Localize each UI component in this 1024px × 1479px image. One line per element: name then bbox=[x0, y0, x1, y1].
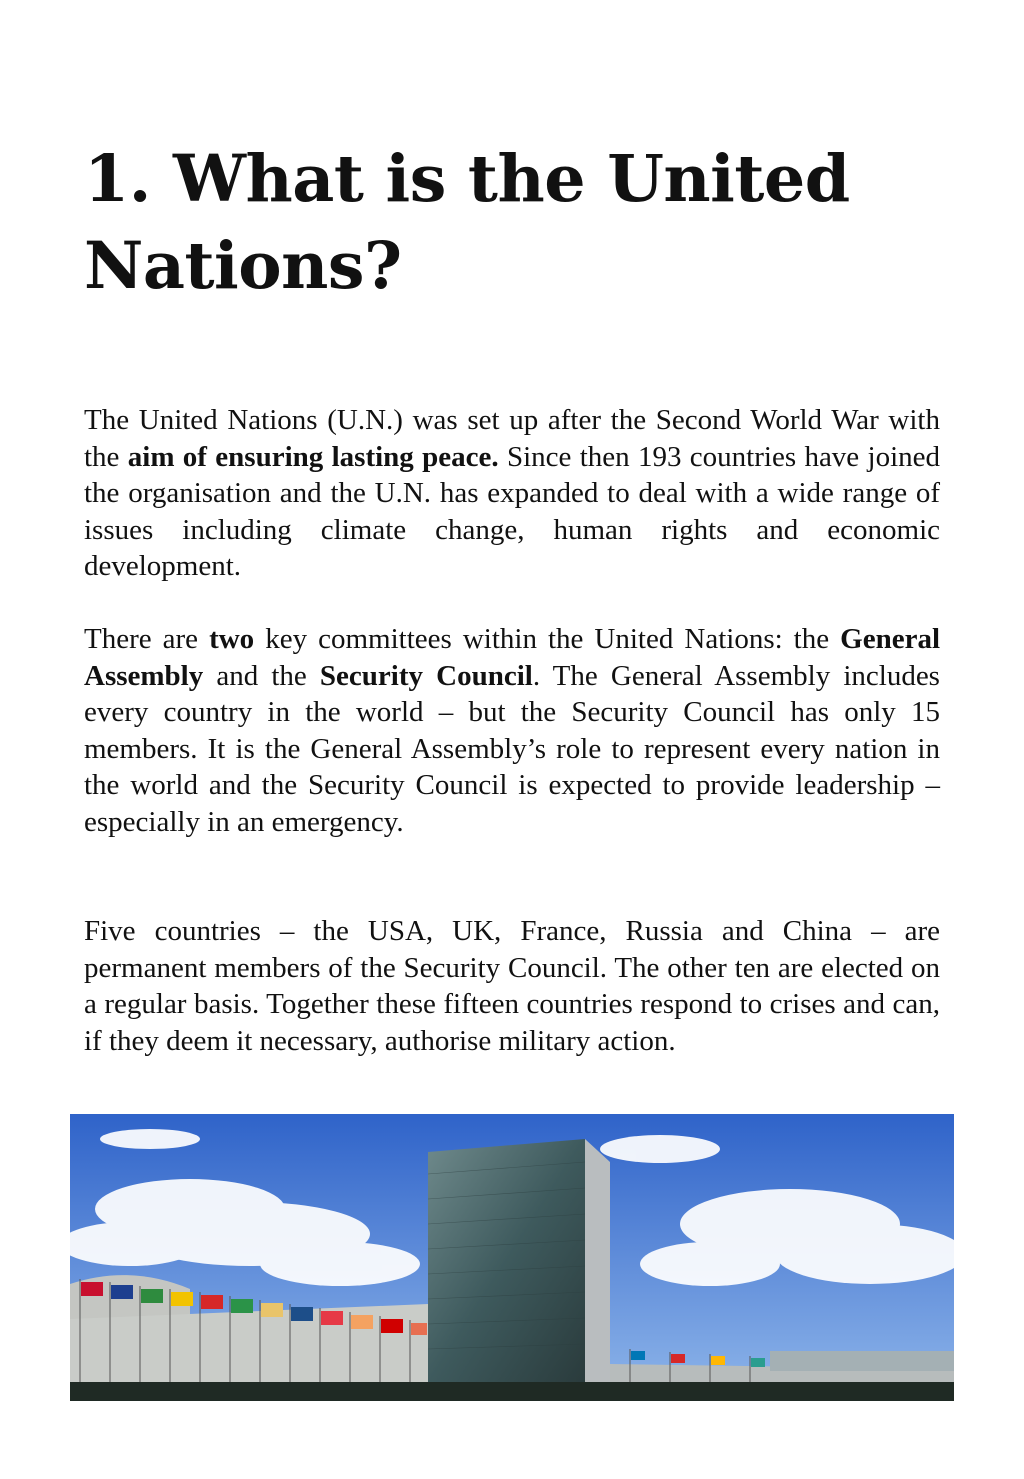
committees-emphasis-general-assembly: General Assembly bbox=[84, 623, 941, 692]
building-facade bbox=[428, 1139, 585, 1384]
un-headquarters-photo bbox=[70, 1114, 954, 1401]
committees-text-4: . The General Assembly includes every country in the world – but the Security Council has only 15 members. It is the General Assembly’s role to represent every nation in the world and the Security Council is expected to provide leadership – especially in an emergency. bbox=[84, 659, 940, 838]
paragraph-permanent-members: Five countries – the USA, UK, France, Russia and China – are permanent members of the Security Council. The other ten are elected on a regular basis. Together these fifteen countries respond to crises and can, if they deem it necessary, authorise military action. bbox=[84, 915, 940, 1057]
intro-text-1: The United Nations (U.N.) was set up after the Second World War with the bbox=[84, 404, 940, 473]
intro-text-2: Since then 193 countries have joined the organisation and the U.N. has expanded to deal with a wide range of issues including climate change, human rights and economic development. bbox=[84, 440, 940, 582]
committees-text-2: key committees within the United Nations: the bbox=[254, 623, 841, 655]
committees-text-3: and the bbox=[203, 659, 320, 692]
low-building-right bbox=[770, 1351, 954, 1371]
committees-emphasis-security-council: Security Council bbox=[319, 659, 533, 692]
committees-emphasis-two: two bbox=[209, 623, 255, 655]
pavement bbox=[70, 1382, 954, 1401]
page-title: 1. What is the United Nations? bbox=[84, 141, 850, 304]
intro-emphasis: aim of ensuring lasting peace. bbox=[127, 440, 499, 473]
paragraph-committees bbox=[84, 621, 940, 840]
committees-text-1: There are bbox=[84, 623, 210, 655]
building-side bbox=[585, 1139, 610, 1384]
paragraph-intro bbox=[84, 402, 940, 585]
